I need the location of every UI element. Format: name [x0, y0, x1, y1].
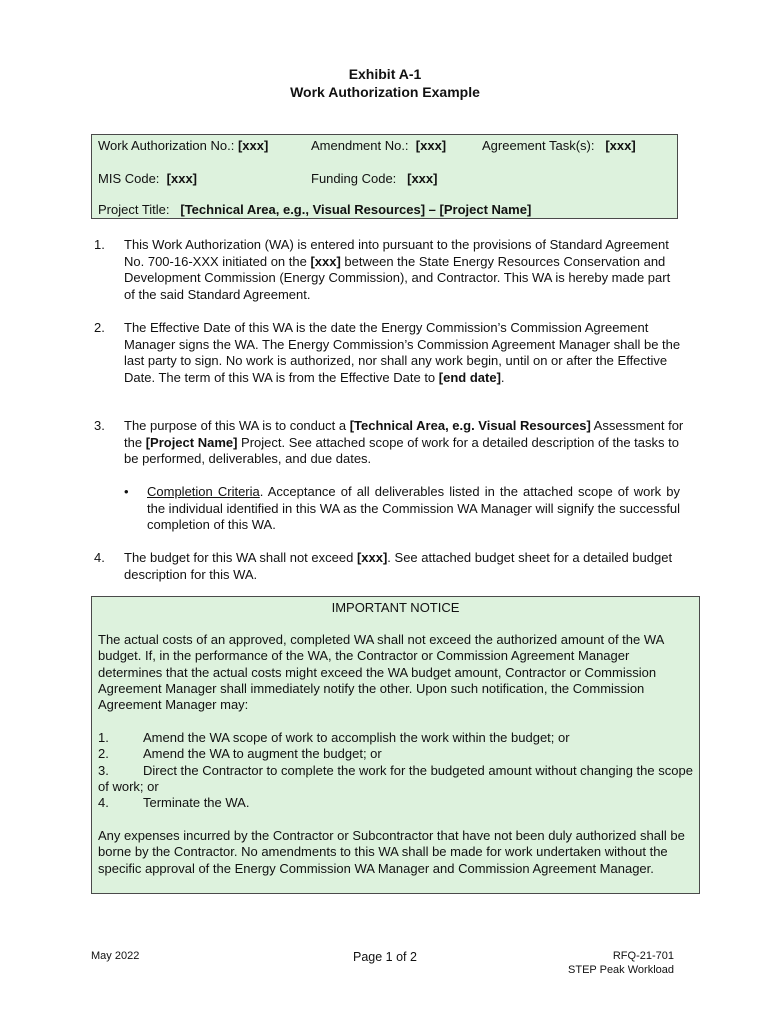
wa-number-field	[98, 138, 268, 153]
footer-program: STEP Peak Workload	[568, 964, 674, 976]
completion-criteria-label: Completion Criteria	[147, 484, 260, 499]
mis-code-label: MIS Code:	[98, 171, 160, 186]
document-title: Work Authorization Example	[290, 84, 480, 100]
exhibit-label: Exhibit A-1	[348, 66, 422, 82]
item-number: 1.	[94, 237, 105, 252]
notice-option-1: 1. Amend the WA scope of work to accomplish the work within the budget; or	[98, 730, 570, 745]
footer-rfq: RFQ-21-701	[612, 950, 674, 962]
project-title-field	[98, 202, 531, 217]
item-number: 3.	[94, 418, 105, 433]
agreement-task-value: [xxx]	[605, 138, 636, 153]
wa-number-label: Work Authorization No.:	[98, 138, 235, 153]
mis-code-value: [xxx]	[166, 171, 198, 186]
mis-code-field	[98, 171, 197, 186]
footer-page-number: Page 1 of 2	[353, 950, 417, 964]
amendment-label: Amendment No.:	[311, 138, 409, 153]
amendment-field	[311, 138, 446, 153]
agreement-task-label: Agreement Task(s):	[482, 138, 595, 153]
amendment-value: [xxx]	[415, 138, 447, 153]
funding-code-value: [xxx]	[407, 171, 438, 186]
important-notice-box	[91, 596, 700, 894]
agreement-task-field	[482, 138, 636, 153]
item-number: 4.	[94, 550, 105, 565]
item-text: The Effective Date of this WA is the date the Energy Commission’s Commission Agreement Manager signs the WA. The Energy Commission’s Commission Agreement Manager shall be the last party to sign. No work is authorized, nor shall any work begin, until on or after the Effective Date. The term of this WA is from the Effective Date to [end date].	[124, 320, 681, 385]
notice-option-2: 2. Amend the WA to augment the budget; or	[98, 746, 382, 761]
item-text: This Work Authorization (WA) is entered into pursuant to the provisions of Standard Agreement No. 700-16-XXX initiated on the [xxx] between the State Energy Resources Conservation and Development Commission (Energy Commission), and Contractor. This WA is hereby made part of the said Standard Agreement.	[124, 237, 671, 302]
footer-date: May 2022	[91, 950, 140, 962]
item-text: The purpose of this WA is to conduct a [Technical Area, e.g. Visual Resources] Assessment for the [Project Name] Project. See attached scope of work for a detailed description of the tasks to be performed, deliverables, and due dates.	[124, 418, 684, 466]
notice-option-4: 4. Terminate the WA.	[98, 795, 250, 810]
notice-heading: IMPORTANT NOTICE	[331, 600, 460, 615]
notice-closing: Any expenses incurred by the Contractor or Subcontractor that have not been duly authorized shall be borne by the Contractor. No amendments to this WA shall be made for work undertaken without the specific approval of the Energy Commission WA Manager and Commission Agreement Manager.	[98, 828, 685, 876]
funding-code-label: Funding Code:	[311, 171, 397, 186]
project-title-value: [Technical Area, e.g., Visual Resources] – [Project Name]	[180, 202, 532, 217]
work-authorization-box	[91, 134, 678, 219]
notice-option-3: 3. Direct the Contractor to complete the work for the budgeted amount without changing the scope of work; or	[98, 763, 693, 795]
notice-intro: The actual costs of an approved, completed WA shall not exceed the authorized amount of the WA budget. If, in the performance of the WA, the Contractor or Commission Agreement Manager determines that the actual costs might exceed the WA budget amount, Contractor or Commission Agreement Manager shall immediately notify the other. Upon such notification, the Commission Agreement Manager may:	[98, 632, 664, 713]
item-text: The budget for this WA shall not exceed [xxx]. See attached budget sheet for a detailed budget description for this WA.	[124, 550, 673, 582]
funding-code-field	[311, 171, 437, 186]
bullet-symbol: •	[124, 484, 129, 499]
wa-number-value: [xxx]	[237, 138, 269, 153]
project-title-label: Project Title:	[98, 202, 170, 217]
item-number: 2.	[94, 320, 105, 335]
bullet-text: Completion Criteria. Acceptance of all deliverables listed in the attached scope of work by the individual identified in this WA as the Commission WA Manager will signify the successful completion of this WA.	[147, 484, 681, 532]
